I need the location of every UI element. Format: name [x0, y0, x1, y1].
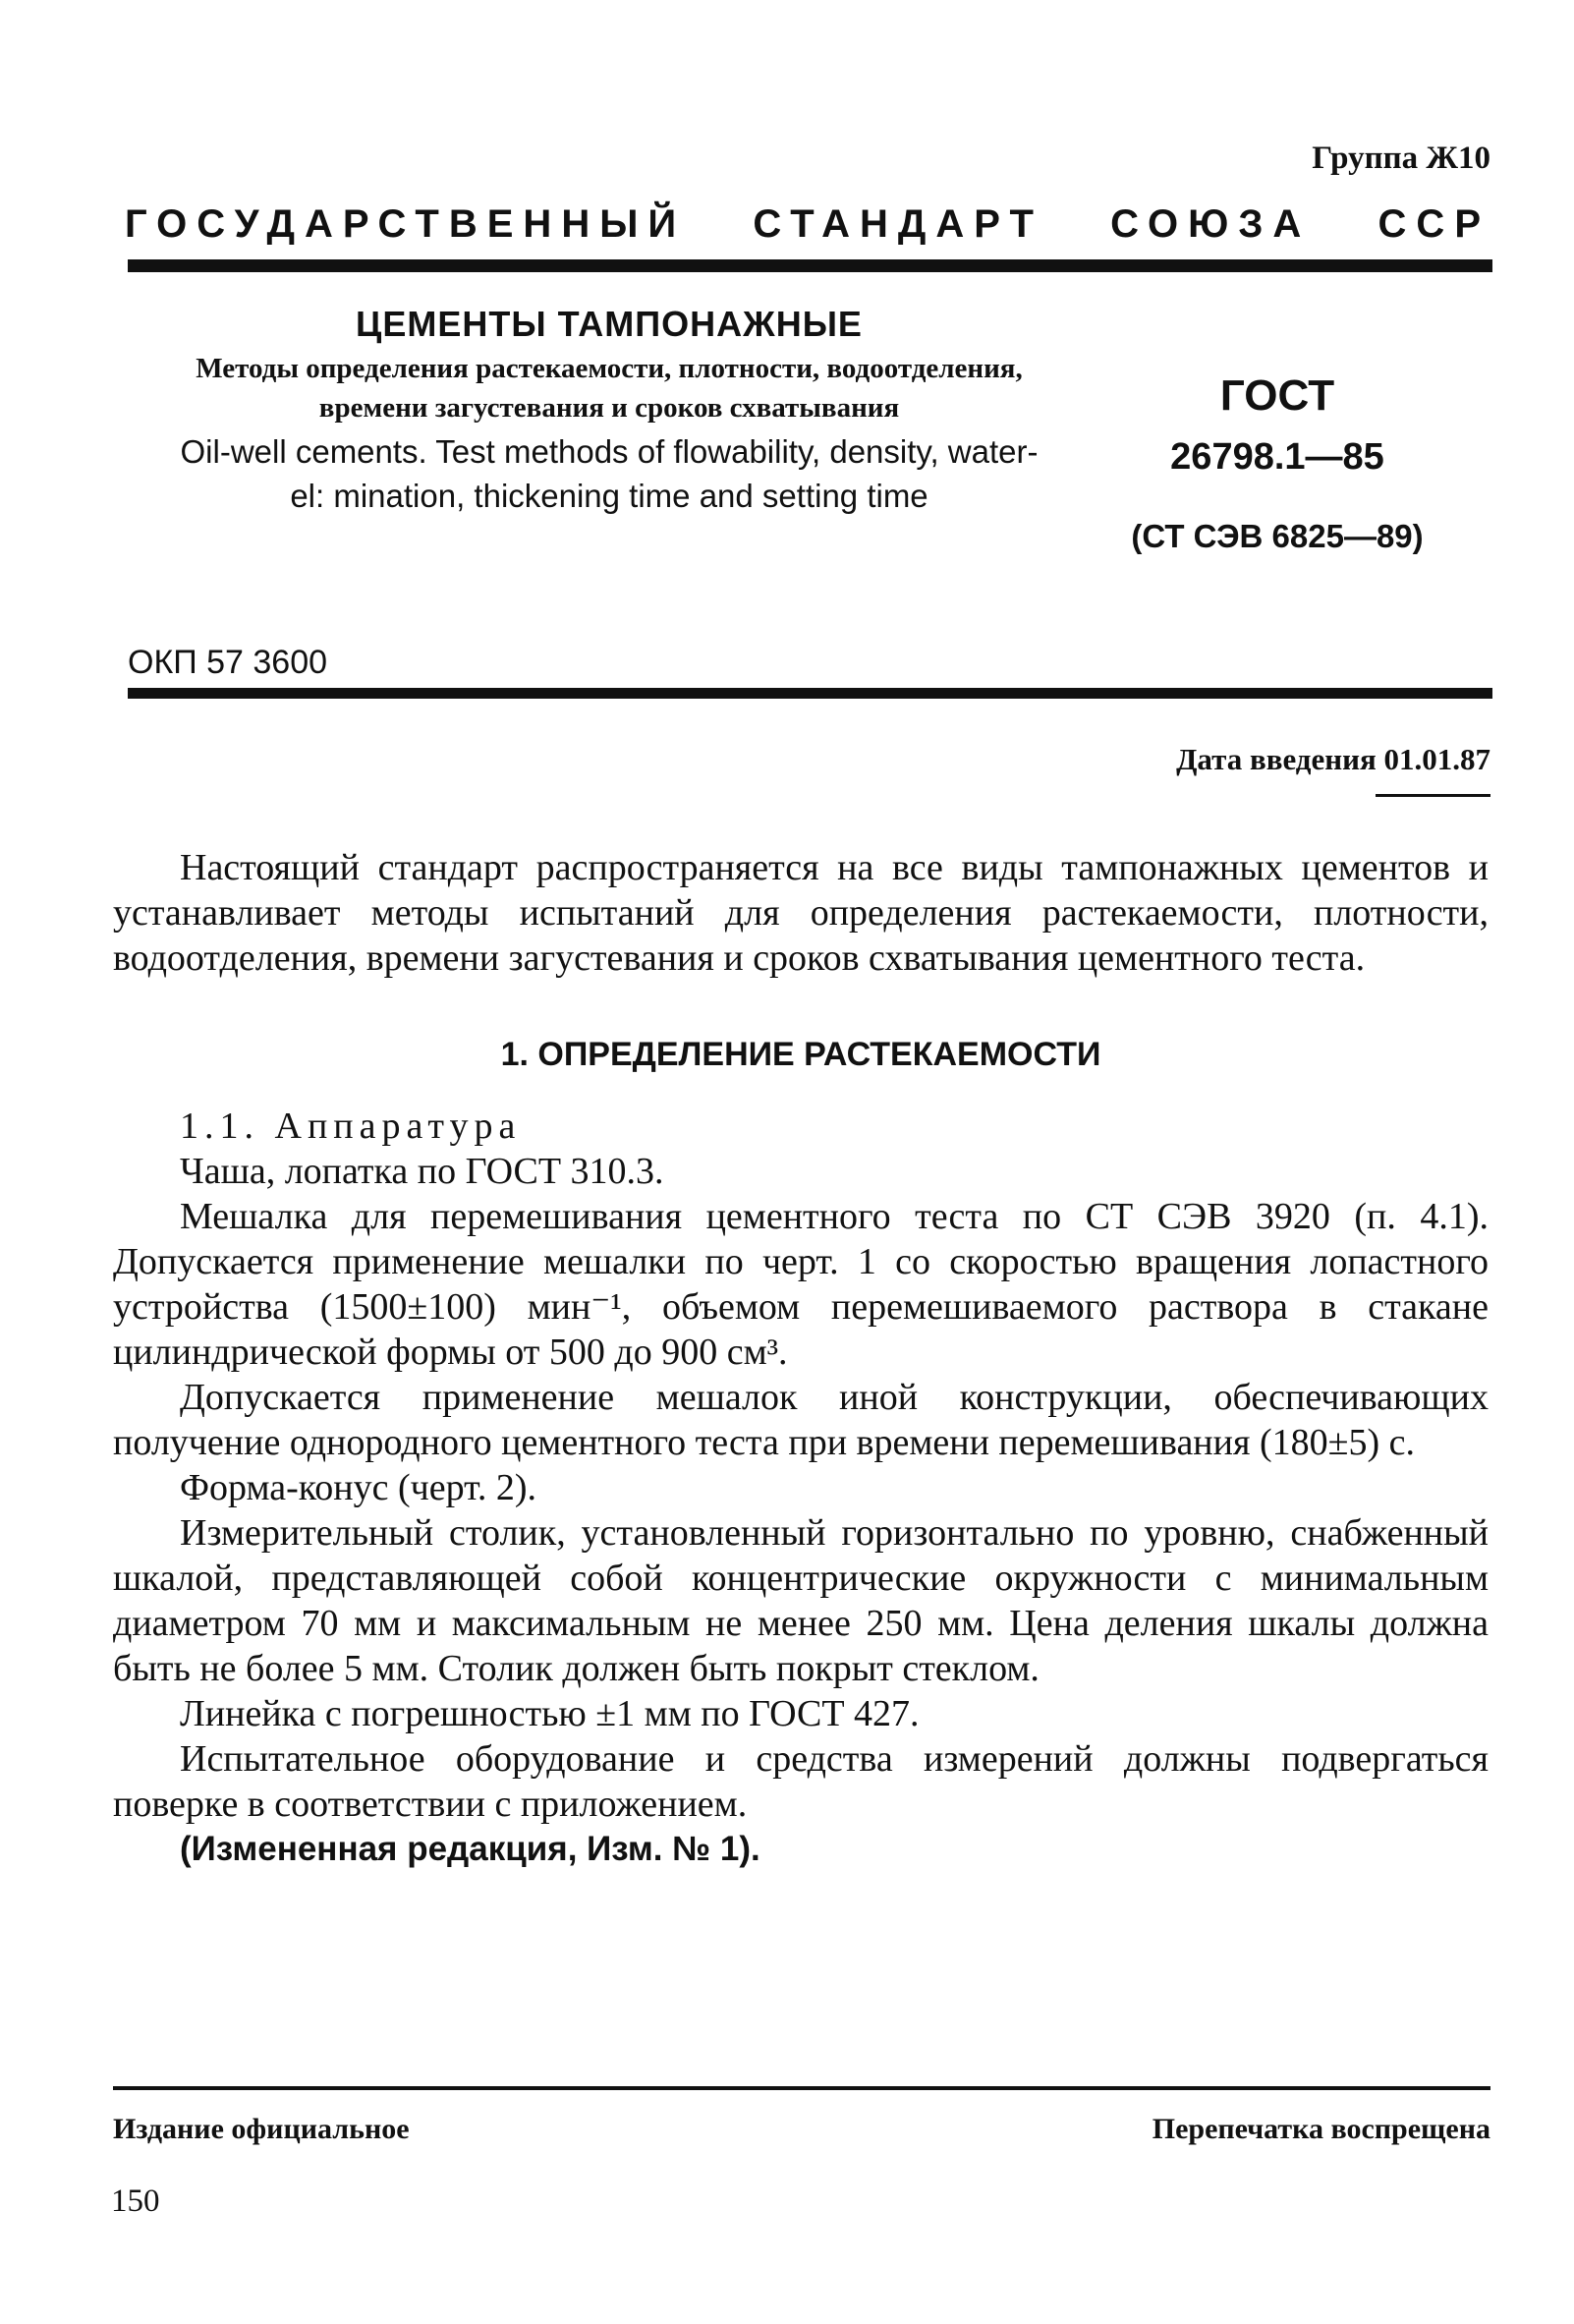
sev-number: (СТ СЭВ 6825—89) — [1131, 518, 1424, 554]
title-block — [177, 304, 1041, 518]
bottom-rule — [113, 2086, 1490, 2090]
official-edition-note: Издание официальное — [113, 2113, 410, 2145]
gost-number: 26798.1—85 — [1170, 436, 1384, 478]
subsection-heading: 1.1. Аппаратура — [180, 1105, 522, 1147]
paragraph-6: Линейка с погрешностью ±1 мм по ГОСТ 427. — [180, 1693, 920, 1734]
section-heading: 1. ОПРЕДЕЛЕНИЕ РАСТЕКАЕМОСТИ — [500, 1036, 1101, 1073]
top-rule — [128, 259, 1492, 272]
paragraph-1: Чаша, лопатка по ГОСТ 310.3. — [180, 1151, 664, 1192]
date-underline — [1376, 794, 1490, 797]
reprint-prohibited-note: Перепечатка воспрещена — [1152, 2113, 1490, 2145]
paragraph-7: Испытательное оборудование и средства измерений должны подвергаться поверке в соответствии с приложением. — [113, 1738, 1489, 1825]
document-subtitle-en: Oil-well cements. Test methods of flowability, density, water-el: mination, thickening time and setting time — [180, 433, 1039, 514]
state-standard-heading: ГОСУДАРСТВЕННЫЙ СТАНДАРТ СОЮЗА ССР — [125, 202, 1490, 246]
document-subtitle-ru: Методы определения растекаемости, плотности, водоотделения, времени загустевания и сроков схватывания — [196, 353, 1023, 424]
gost-label: ГОСТ — [1219, 371, 1335, 420]
gost-block — [1091, 371, 1464, 555]
paragraph-4: Форма-конус (черт. 2). — [180, 1467, 537, 1508]
middle-rule — [128, 688, 1492, 699]
body-text — [113, 845, 1489, 1872]
group-code: Группа Ж10 — [1312, 141, 1490, 176]
paragraph-5: Измерительный столик, установленный горизонтально по уровню, снабженный шкалой, представляющей собой концентрические окружности с минимальным диаметром 70 мм и максимальным не менее 250 мм. Цена деления шкалы должна быть не более 5 мм. Столик должен быть покрыт стеклом. — [113, 1512, 1489, 1689]
introduction-date: Дата введения 01.01.87 — [1176, 742, 1490, 776]
page-number: 150 — [111, 2183, 160, 2219]
document-title: ЦЕМЕНТЫ ТАМПОНАЖНЫЕ — [356, 304, 863, 344]
paragraph-2: Мешалка для перемешивания цементного теста по СТ СЭВ 3920 (п. 4.1). Допускается применение мешалки по черт. 1 со скоростью вращения лопастного устройства (1500±100) мин⁻¹, объемом перемешиваемого раствора в стакане цилиндрической формы от 500 до 900 см³. — [113, 1196, 1489, 1373]
okp-code: ОКП 57 3600 — [128, 644, 328, 681]
amendment-note: (Измененная редакция, Изм. № 1). — [180, 1830, 760, 1868]
paragraph-3: Допускается применение мешалок иной конструкции, обеспечивающих получение однородного цементного теста при времени перемешивания (180±5) с. — [113, 1377, 1489, 1463]
intro-paragraph: Настоящий стандарт распространяется на все виды тампонажных цементов и устанавливает методы испытаний для определения растекаемости, плотности, водоотделения, времени загустевания и сроков схватывания цементного теста. — [113, 847, 1489, 979]
